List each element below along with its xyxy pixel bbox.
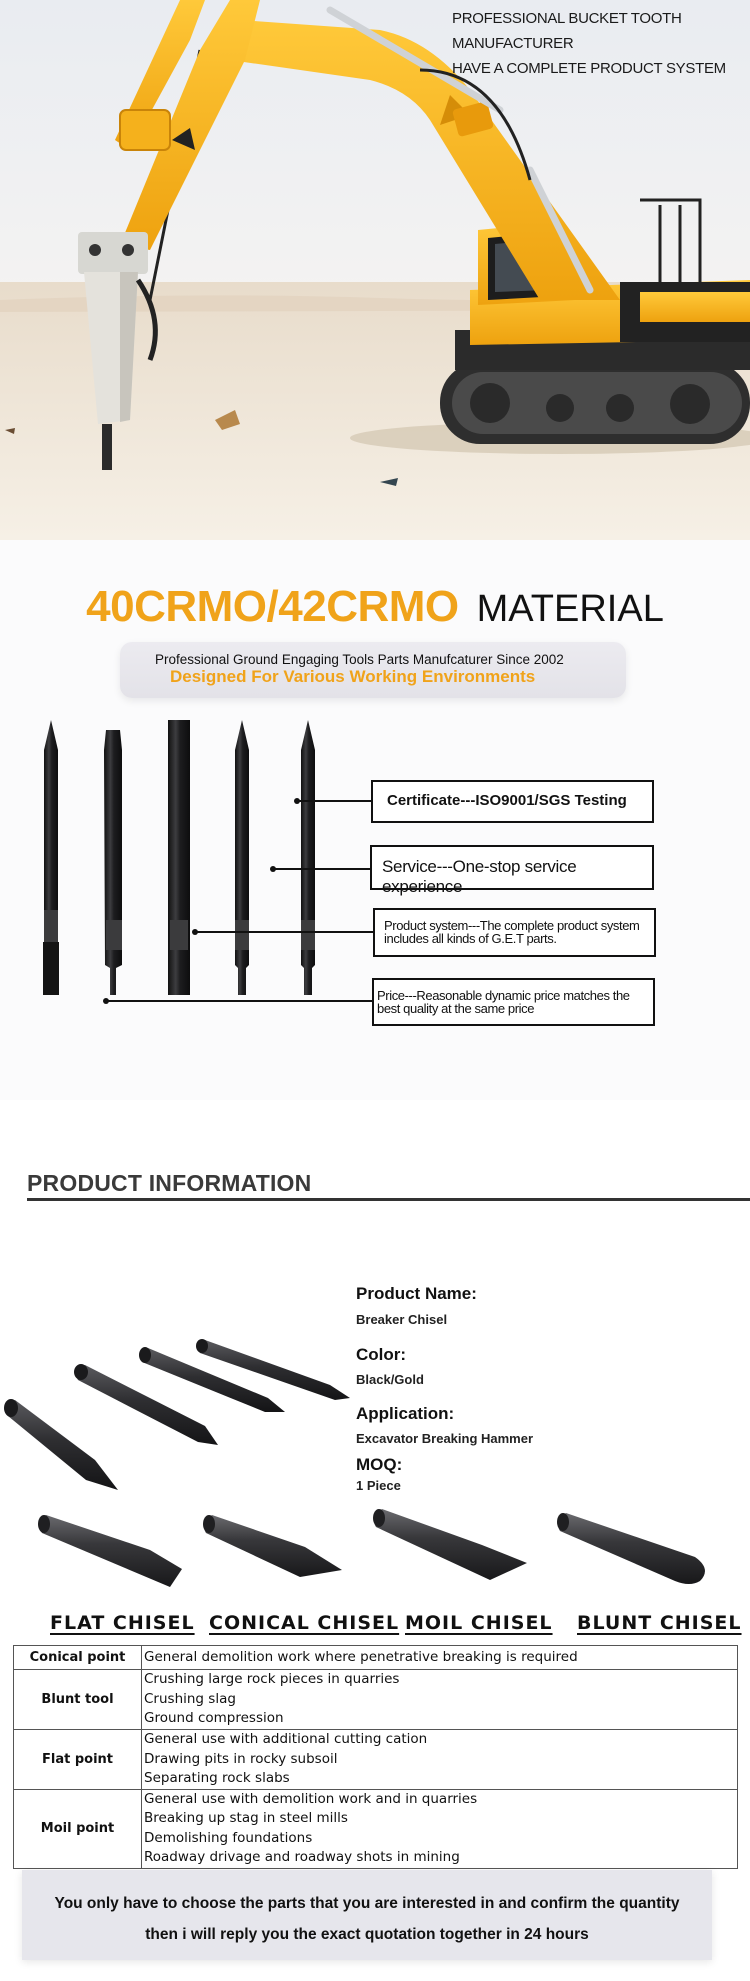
table-row-head: Flat point (14, 1730, 142, 1790)
table-row (14, 1646, 738, 1670)
quotation-note (22, 1870, 712, 1960)
chisel-types-image (0, 1505, 750, 1605)
feature-price-line2: best quality at the same price (377, 1001, 535, 1016)
table-line: Separating rock slabs (144, 1770, 290, 1786)
spec-product-name-value: Breaker Chisel (356, 1312, 448, 1327)
table-line: Demolishing foundations (144, 1829, 313, 1846)
feature-product-system-line2: includes all kinds of G.E.T parts. (384, 931, 557, 946)
spec-moq-label: MOQ: (356, 1455, 403, 1474)
feature-certificate (371, 780, 654, 823)
spec-color-label: Color: (356, 1345, 407, 1364)
quotation-note-line1: You only have to choose the parts that you are interested in and confirm the quantity (54, 1895, 680, 1912)
hero-tagline-line2: HAVE A COMPLETE PRODUCT SYSTEM (452, 60, 726, 77)
feature-leader-1 (297, 800, 373, 802)
feature-service (370, 845, 654, 896)
quotation-note-line2: then i will reply you the exact quotation together in 24 hours (145, 1926, 589, 1943)
table-line: Roadway drivage and roadway shots in mining (144, 1849, 460, 1865)
designed-for-text: Designed For Various Working Environments (170, 667, 536, 686)
spec-moq-value: 1 Piece (356, 1478, 401, 1493)
feature-product-system-line1: Product system---The complete product system (384, 918, 640, 933)
hero-banner (0, 0, 750, 540)
table-row-head: Conical point (14, 1646, 142, 1670)
spec-application-value: Excavator Breaking Hammer (356, 1431, 534, 1446)
hero-tagline-line1: PROFESSIONAL BUCKET TOOTH MANUFACTURER (452, 10, 682, 52)
product-information-heading: PRODUCT INFORMATION (27, 1170, 312, 1196)
feature-leader-2 (273, 868, 372, 870)
manufacturer-since-text: Professional Ground Engaging Tools Parts Manufcaturer Since 2002 (155, 652, 564, 667)
feature-leader-4 (106, 1000, 374, 1002)
table-row-body (142, 1730, 738, 1790)
feature-price (372, 978, 655, 1026)
table-line: Crushing slag (144, 1690, 236, 1707)
material-section (0, 540, 750, 1100)
table-row-head: Moil point (14, 1789, 142, 1868)
heading-rule (27, 1198, 750, 1201)
type-label-conical-chisel: CONICAL CHISEL (209, 1612, 400, 1634)
table-line: Drawing pits in rocky subsoil (144, 1750, 338, 1767)
table-row-body (142, 1789, 738, 1868)
table-line: Ground compression (144, 1710, 284, 1727)
spec-application-label: Application: (356, 1404, 455, 1423)
type-label-flat-chisel: FLAT CHISEL (50, 1612, 195, 1634)
table-line: General use with additional cutting cation (144, 1731, 428, 1747)
material-code: 40CRMO/42CRMO (86, 582, 459, 631)
chisel-usage-table (13, 1645, 738, 1869)
table-row-head: Blunt tool (14, 1670, 142, 1730)
table-row-body (142, 1670, 738, 1730)
table-line: General use with demolition work and in quarries (144, 1790, 478, 1807)
type-label-moil-chisel: MOIL CHISEL (405, 1612, 553, 1634)
table-row (14, 1730, 738, 1790)
table-row (14, 1789, 738, 1868)
excavator-illustration (0, 0, 750, 540)
breaker-chisels-image (0, 1320, 360, 1510)
feature-service-text: Service---One-stop service experience (382, 857, 577, 896)
feature-product-system (373, 908, 656, 957)
material-title (0, 582, 750, 632)
feature-price-line1: Price---Reasonable dynamic price matches the (377, 988, 630, 1003)
feature-certificate-text: Certificate---ISO9001/SGS Testing (387, 792, 627, 809)
hero-tagline (452, 6, 750, 81)
table-line: General demolition work where penetrative breaking is required (144, 1648, 578, 1665)
table-row (14, 1670, 738, 1730)
material-word: MATERIAL (476, 588, 664, 630)
spec-product-name-label: Product Name: (356, 1284, 477, 1303)
type-label-blunt-chisel: BLUNT CHISEL (577, 1612, 742, 1634)
feature-leader-3 (195, 931, 375, 933)
table-line: Crushing large rock pieces in quarries (144, 1671, 400, 1688)
chisel-rods-illustration (30, 720, 350, 1020)
table-line: Breaking up stag in steel mills (144, 1810, 348, 1826)
spec-color-value: Black/Gold (356, 1372, 424, 1387)
table-row-body (142, 1646, 738, 1670)
